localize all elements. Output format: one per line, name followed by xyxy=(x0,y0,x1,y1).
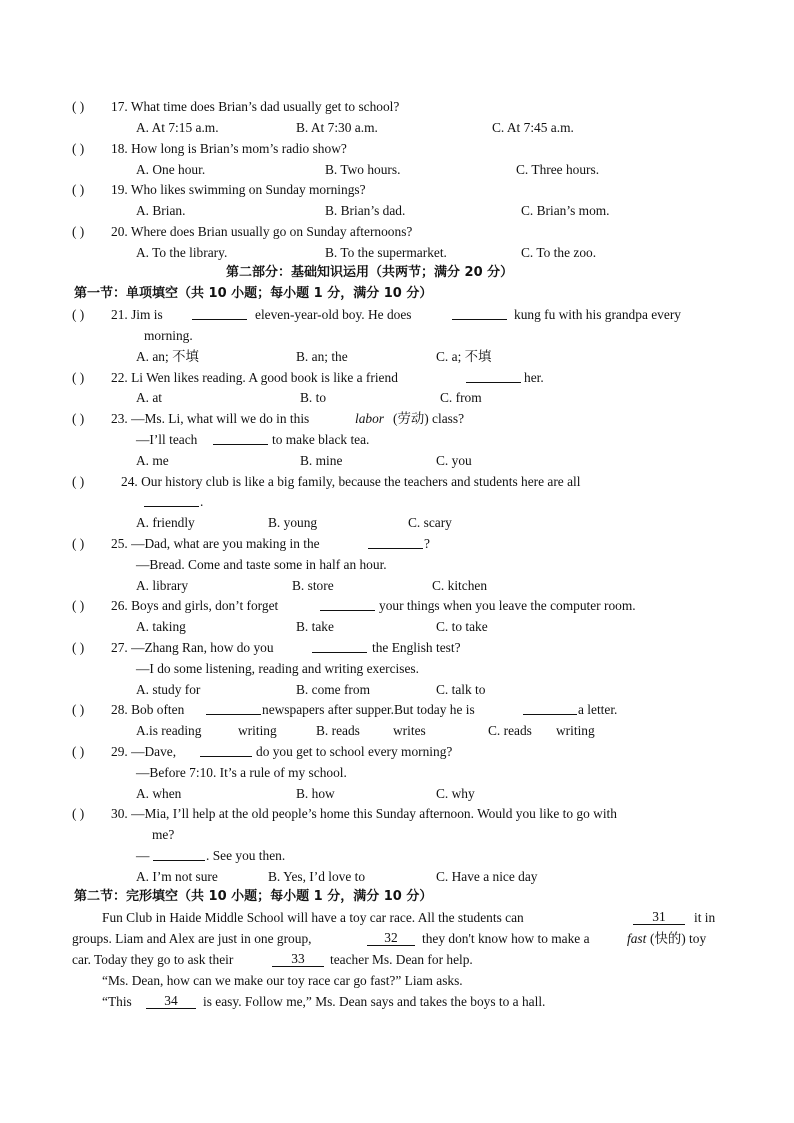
section2-title: 第二节：完形填空（共 10 小题；每小题 1 分，满分 10 分） xyxy=(74,889,433,904)
passage-text: they don't know how to make a xyxy=(422,931,590,946)
question-stem: 27. —Zhang Ran, how do you xyxy=(111,640,274,655)
answer-bracket[interactable]: ( ) xyxy=(72,307,85,322)
blank-line[interactable] xyxy=(368,536,423,549)
question-stem: 20. Where does Brian usually go on Sunday afternoons? xyxy=(111,224,413,239)
option-b: B. young xyxy=(268,515,318,530)
passage-text: Fun Club in Haide Middle School will have a toy car race. All the students can xyxy=(102,910,524,925)
option-a: A. friendly xyxy=(136,515,195,530)
blank-line[interactable] xyxy=(200,744,252,757)
passage-text: it in xyxy=(694,910,716,925)
question-stem: 29. —Dave, xyxy=(111,744,177,759)
dialogue-line-end: . See you then. xyxy=(206,848,286,863)
blank-line[interactable] xyxy=(523,702,577,715)
option-b: B. mine xyxy=(300,453,343,468)
option-c: C. Have a nice day xyxy=(436,869,538,884)
question-stem: 28. Bob often xyxy=(111,702,185,717)
passage-text: is easy. Follow me,” Ms. Dean says and takes the boys to a hall. xyxy=(203,994,546,1009)
option-c: C. from xyxy=(440,390,482,405)
answer-bracket[interactable]: ( ) xyxy=(72,141,85,156)
answer-bracket[interactable]: ( ) xyxy=(72,640,85,655)
option-b: B. Brian’s dad. xyxy=(325,203,406,218)
question-stem-end: kung fu with his grandpa every xyxy=(514,307,681,322)
question-stem: 18. How long is Brian’s mom’s radio show? xyxy=(111,141,347,156)
blank-line[interactable] xyxy=(213,432,268,445)
blank-line[interactable] xyxy=(144,494,199,507)
answer-bracket[interactable]: ( ) xyxy=(72,806,85,821)
question-stem-wrap: morning. xyxy=(144,328,193,343)
question-stem: 21. Jim is xyxy=(111,307,163,322)
passage-text: (快的) toy xyxy=(650,931,707,946)
option-b-second: writes xyxy=(393,723,426,738)
option-b: B. To the supermarket. xyxy=(325,245,447,260)
option-b: B. come from xyxy=(296,682,371,697)
option-c: C. to take xyxy=(436,619,488,634)
question-stem: 26. Boys and girls, don’t forget xyxy=(111,598,279,613)
option-a: A. when xyxy=(136,786,182,801)
option-b: B. to xyxy=(300,390,327,405)
option-b: B. store xyxy=(292,578,334,593)
option-a: A. library xyxy=(136,578,189,593)
option-b: B. Yes, I’d love to xyxy=(268,869,366,884)
option-c: C. At 7:45 a.m. xyxy=(492,120,574,135)
dialogue-line: —I do some listening, reading and writing exercises. xyxy=(136,661,419,676)
answer-bracket[interactable]: ( ) xyxy=(72,702,85,717)
passage-text: teacher Ms. Dean for help. xyxy=(330,952,473,967)
blank-line[interactable] xyxy=(206,702,261,715)
option-b: B. reads xyxy=(316,723,360,738)
dialogue-dash: — xyxy=(136,848,150,863)
option-c: C. Brian’s mom. xyxy=(521,203,610,218)
dialogue-line-end: to make black tea. xyxy=(272,432,370,447)
question-stem-end: your things when you leave the computer room. xyxy=(379,598,636,613)
question-stem: 22. Li Wen likes reading. A good book is like a friend xyxy=(111,370,398,385)
question-stem-cont: eleven-year-old boy. He does xyxy=(255,307,412,322)
option-a: A. To the library. xyxy=(136,245,228,260)
option-a: A. an; 不填 xyxy=(136,349,199,364)
question-stem: 23. —Ms. Li, what will we do in this xyxy=(111,411,310,426)
question-stem: 24. Our history club is like a big family, because the teachers and students here are all xyxy=(121,474,581,489)
blank-line[interactable] xyxy=(312,640,367,653)
blank-line[interactable] xyxy=(466,370,521,383)
italic-word: fast xyxy=(627,931,647,946)
dialogue-line: —I’ll teach xyxy=(136,432,198,447)
blank-line[interactable] xyxy=(320,598,375,611)
option-c: C. why xyxy=(436,786,475,801)
option-a: A. At 7:15 a.m. xyxy=(136,120,219,135)
option-b: B. an; the xyxy=(296,349,348,364)
option-b: B. how xyxy=(296,786,335,801)
option-a-second: writing xyxy=(238,723,277,738)
answer-bracket[interactable]: ( ) xyxy=(72,474,85,489)
question-stem: 30. —Mia, I’ll help at the old people’s home this Sunday afternoon. Would you like to go with xyxy=(111,806,617,821)
question-stem: 19. Who likes swimming on Sunday mornings? xyxy=(111,182,366,197)
option-a: A. study for xyxy=(136,682,201,697)
answer-bracket[interactable]: ( ) xyxy=(72,182,85,197)
option-c: C. kitchen xyxy=(432,578,488,593)
passage-text: “This xyxy=(102,994,132,1009)
blank-line[interactable] xyxy=(192,307,247,320)
italic-word: labor xyxy=(355,411,385,426)
blank-number-33[interactable]: 33 xyxy=(272,952,324,967)
option-c: C. talk to xyxy=(436,682,486,697)
option-c: C. Three hours. xyxy=(516,162,600,177)
option-a: A. taking xyxy=(136,619,186,634)
answer-bracket[interactable]: ( ) xyxy=(72,411,85,426)
answer-bracket[interactable]: ( ) xyxy=(72,224,85,239)
option-b: B. take xyxy=(296,619,334,634)
question-stem-end: her. xyxy=(524,370,544,385)
passage-text: “Ms. Dean, how can we make our toy race car go fast?” Liam asks. xyxy=(102,973,463,988)
passage-text: car. Today they go to ask their xyxy=(72,952,234,967)
option-a: A. I’m not sure xyxy=(136,869,218,884)
blank-number-31[interactable]: 31 xyxy=(633,910,685,925)
option-a: A. at xyxy=(136,390,163,405)
option-c: C. To the zoo. xyxy=(521,245,597,260)
option-a: A.is reading xyxy=(136,723,202,738)
question-stem-wrap: me? xyxy=(152,827,175,842)
answer-bracket[interactable]: ( ) xyxy=(72,598,85,613)
question-stem-end: (劳动) class? xyxy=(393,411,465,426)
question-stem-end: do you get to school every morning? xyxy=(256,744,453,759)
question-stem-end: . xyxy=(200,494,204,509)
section1-title: 第一节：单项填空（共 10 小题；每小题 1 分，满分 10 分） xyxy=(74,286,433,301)
option-a: A. me xyxy=(136,453,169,468)
question-stem-end: ? xyxy=(424,536,430,551)
part2-title: 第二部分：基础知识运用（共两节；满分 20 分） xyxy=(226,265,514,280)
dialogue-line: —Bread. Come and taste some in half an hour. xyxy=(136,557,387,572)
blank-line[interactable] xyxy=(452,307,507,320)
answer-bracket[interactable]: ( ) xyxy=(72,536,85,551)
question-stem-end: a letter. xyxy=(578,702,618,717)
question-stem-end: the English test? xyxy=(372,640,461,655)
question-stem: 17. What time does Brian’s dad usually get to school? xyxy=(111,99,400,114)
question-stem: 25. —Dad, what are you making in the xyxy=(111,536,320,551)
option-a: A. Brian. xyxy=(136,203,186,218)
option-c-second: writing xyxy=(556,723,595,738)
blank-number-34[interactable]: 34 xyxy=(146,994,196,1009)
option-c: C. a; 不填 xyxy=(436,349,492,364)
option-c: C. scary xyxy=(408,515,452,530)
option-b: B. Two hours. xyxy=(325,162,401,177)
dialogue-line: —Before 7:10. It’s a rule of my school. xyxy=(136,765,347,780)
question-stem-mid: newspapers after supper.But today he is xyxy=(262,702,475,717)
blank-line[interactable] xyxy=(153,848,205,861)
option-c: C. you xyxy=(436,453,472,468)
passage-text: groups. Liam and Alex are just in one group, xyxy=(72,931,312,946)
answer-bracket[interactable]: ( ) xyxy=(72,99,85,114)
blank-number-32[interactable]: 32 xyxy=(367,931,415,946)
option-a: A. One hour. xyxy=(136,162,206,177)
option-b: B. At 7:30 a.m. xyxy=(296,120,378,135)
option-c: C. reads xyxy=(488,723,532,738)
answer-bracket[interactable]: ( ) xyxy=(72,744,85,759)
answer-bracket[interactable]: ( ) xyxy=(72,370,85,385)
